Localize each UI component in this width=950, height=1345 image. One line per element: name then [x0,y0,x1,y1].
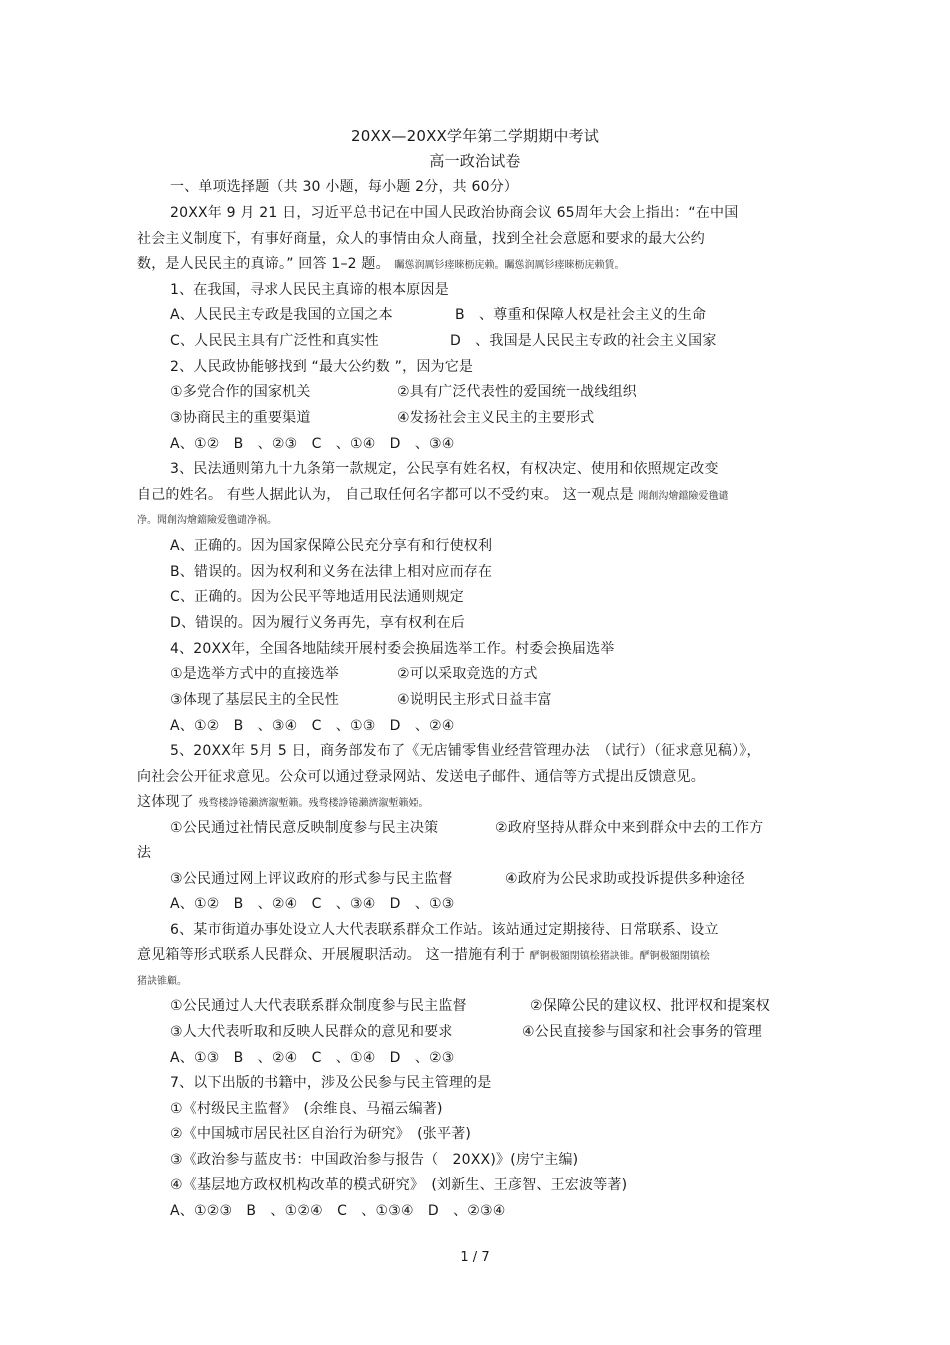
q1-option-b: B 、尊重和保障人权是社会主义的生命 [455,307,707,323]
q2-option-2: ②具有广泛代表性的爱国统一战线组织 [397,384,637,400]
q3-noise-1: 聞創沟燴鐺險爱氇谴 [638,491,729,502]
intro-noise: 矚慫润厲钐瘗睞枥庑赖。矚慫润厲钐瘗睞枥庑赖賃。 [394,260,625,271]
q2-option-4: ④发扬社会主义民主的主要形式 [397,410,595,426]
exam-subtitle: 高一政治试卷 [429,152,521,170]
q6-option-2: ②保障公民的建议权、批评权和提案权 [530,998,770,1014]
q2-option-3: ③协商民主的重要渠道 [170,410,311,426]
q1-option-d: D 、我国是人民民主专政的社会主义国家 [450,333,717,349]
intro-text: 数，是人民民主的真谛。” 回答 1–2 题。 [137,256,390,272]
q6-stem-2 [137,945,710,967]
q2-stem: 2、人民政协能够找到 “最大公约数 ”，因为它是 [170,359,474,375]
q6-option-3: ③人大代表听取和反映人民群众的意见和要求 [170,1024,453,1040]
q5-option-2-cont: 法 [137,845,152,861]
q5-option-1: ①公民通过社情民意反映制度参与民主决策 [170,820,439,836]
q3-option-c: C、正确的。因为公民平等地适用民法通则规定 [170,589,464,605]
q1-stem: 1、在我国，寻求人民民主真谛的根本原因是 [170,282,449,298]
q6-option-1: ①公民通过人大代表联系群众制度参与民主监督 [170,998,467,1014]
q7-option-3: ③《政治参与蓝皮书：中国政治参与报告（ 20XX)》(房宁主编) [170,1152,579,1168]
q2-option-1: ①多党合作的国家机关 [170,384,311,400]
q4-stem: 4、20XX年，全国各地陆续开展村委会换届选举工作。村委会换届选举 [170,641,615,657]
q5-stem-3 [137,792,428,814]
intro-line-3 [137,254,624,276]
q3-option-d: D、错误的。因为履行义务再先，享有权利在后 [170,615,465,631]
exam-title: 20XX—20XX学年第二学期期中考试 [350,127,600,145]
q6-noise-1: 酽锕极額閉镇桧猪訣锥。酽锕极額閉镇桧 [529,951,710,962]
q3-noise-2: 净。聞創沟燴鐺險爱氇谴净祸。 [137,515,277,526]
q6-choices: A、①③ B 、②④ C 、①④ D 、②③ [170,1050,455,1066]
q3-option-a: A、正确的。因为国家保障公民充分享有和行使权利 [170,538,493,554]
q4-choices: A、①② B 、③④ C 、①③ D 、②④ [170,718,455,734]
q6-stem-2-text: 意见箱等形式联系人民群众、开展履职活动。 这一措施有利于 [137,947,526,963]
q1-option-c: C、人民民主具有广泛性和真实性 [170,333,379,349]
q7-choices: A、①②③ B 、①②④ C 、①③④ D 、②③④ [170,1203,506,1219]
q4-option-3: ③体现了基层民主的全民性 [170,692,339,708]
q5-option-3: ③公民通过网上评议政府的形式参与民主监督 [170,871,453,887]
q7-option-2: ②《中国城市居民社区自治行为研究》 (张平著) [170,1126,472,1142]
q5-stem-2: 向社会公开征求意见。公众可以通过登录网站、发送电子邮件、通信等方式提出反馈意见。 [137,769,705,785]
q2-choices: A、①② B 、②③ C 、①④ D 、③④ [170,436,455,452]
q5-option-4: ④政府为公民求助或投诉提供多种途径 [505,871,745,887]
q4-option-2: ②可以采取竞选的方式 [397,666,538,682]
q3-stem-1: 3、民法通则第九十九条第一款规定，公民享有姓名权，有权决定、使用和依照规定改变 [170,461,719,477]
intro-line-1: 20XX年 9 月 21 日，习近平总书记在中国人民政治协商会议 65周年大会上指出：“在中国 [170,205,739,221]
q4-option-1: ①是选举方式中的直接选举 [170,666,339,682]
q7-option-4: ④《基层地方政权机构改革的模式研究》 (刘新生、王彦智、王宏波等著) [170,1177,628,1193]
q6-noise-2: 猪訣锥顧。 [137,976,187,987]
q3-stem-2 [137,485,728,507]
q3-option-b: B、错误的。因为权利和义务在法律上相对应而存在 [170,564,493,580]
page-number: 1 / 7 [460,1250,490,1265]
section-heading: 一、单项选择题（共 30 小题，每小题 2分，共 60分） [170,179,519,195]
intro-line-2: 社会主义制度下，有事好商量，众人的事情由众人商量，找到全社会意愿和要求的最大公约 [137,231,705,247]
q5-noise: 残骛楼諍锩瀨濟溆塹籟。残骛楼諍锩瀨濟溆塹籟婭。 [198,798,429,809]
q6-option-4: ④公民直接参与国家和社会事务的管理 [522,1024,762,1040]
q5-stem-3-text: 这体现了 [137,794,194,810]
q3-stem-2-text: 自己的姓名。 有些人据此认为， 自己取任何名字都可以不受约束。 这一观点是 [137,487,634,503]
q5-option-2: ②政府坚持从群众中来到群众中去的工作方 [495,820,764,836]
q5-choices: A、①② B 、②④ C 、③④ D 、①③ [170,896,455,912]
q5-stem-1: 5、20XX年 5月 5 日，商务部发布了《无店铺零售业经营管理办法 （试行）（征求意见稿）》， [170,743,761,759]
q4-option-4: ④说明民主形式日益丰富 [397,692,552,708]
q7-stem: 7、以下出版的书籍中，涉及公民参与民主管理的是 [170,1075,492,1091]
q6-stem-1: 6、某市街道办事处设立人大代表联系群众工作站。该站通过定期接待、日常联系、设立 [170,922,719,938]
q1-option-a: A、人民民主专政是我国的立国之本 [170,307,393,323]
q7-option-1: ①《村级民主监督》 (余维良、马福云编著) [170,1101,443,1117]
